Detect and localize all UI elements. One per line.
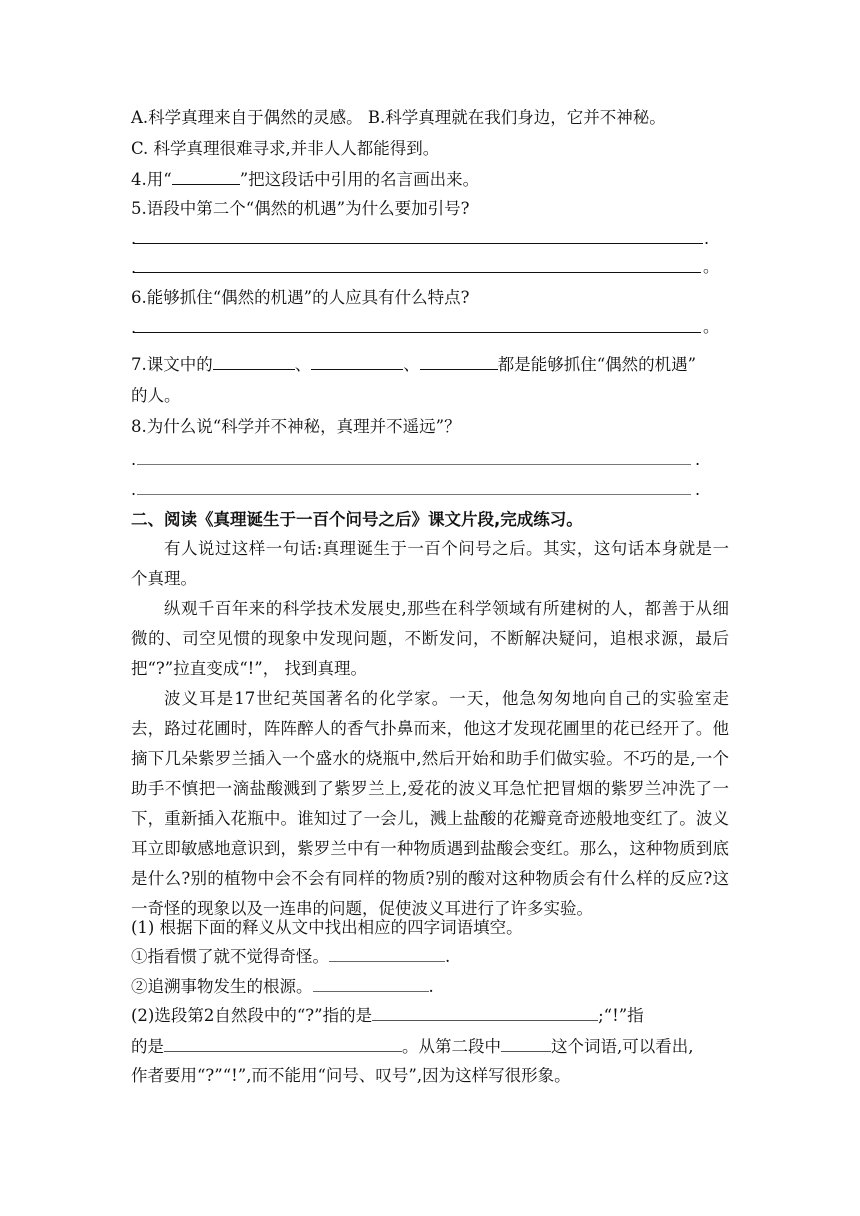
- q5-answer-line-2[interactable]: [131, 255, 721, 277]
- q4-blank[interactable]: [172, 168, 240, 185]
- q8-answer-line-2[interactable]: [131, 477, 706, 499]
- q4-suffix: ”把这段话中引用的名言画出来。: [239, 170, 480, 189]
- question-2-blank-1[interactable]: [372, 1006, 598, 1021]
- q7-prefix: 7.课文中的: [131, 355, 213, 374]
- question-1: (1) 根据下面的释义从文中找出相应的四字词语填空。: [131, 918, 523, 937]
- q7-blank-3[interactable]: [420, 353, 498, 370]
- line-dot: .: [131, 318, 137, 337]
- question-2-blank-3[interactable]: [501, 1037, 551, 1052]
- line-dot: .: [131, 229, 137, 248]
- question-1b: [131, 976, 434, 998]
- line-end-dot: .: [695, 480, 701, 499]
- question-2-line-3: 作者要用“?”“!”,而不能用“问号、叹号”,因为这样写很形象。: [131, 1066, 571, 1085]
- question-1b-blank[interactable]: [313, 977, 429, 992]
- q7-blank-1[interactable]: [213, 353, 295, 370]
- question-2-line-1: [131, 1005, 644, 1027]
- q5-answer-line-1[interactable]: [131, 226, 711, 248]
- q7-blank-2[interactable]: [311, 353, 403, 370]
- q8-question: 8.为什么说“科学并不神秘，真理并不遥远”？: [131, 417, 461, 436]
- question-1a-blank[interactable]: [329, 947, 445, 962]
- q7-sep-1: 、: [294, 355, 312, 374]
- q4-prefix: 4.用“: [131, 170, 172, 189]
- q7-question: [131, 353, 696, 376]
- line-end-dot: .: [704, 229, 710, 248]
- q6-question: 6.能够抓住“偶然的机遇”的人应具有什么特点?: [131, 288, 470, 307]
- passage-paragraph-1: 有人说过这样一句话:真理诞生于一百个问号之后。其实，这句话本身就是一个真理。: [131, 539, 729, 588]
- question-1b-text: ②追溯事物发生的根源。: [131, 977, 313, 996]
- reading-passage: [131, 534, 729, 924]
- line-dot: .: [131, 450, 137, 469]
- question-2-mid: ;“!”指: [598, 1006, 644, 1025]
- question-2-line-2-suffix: 这个词语,可以看出,: [551, 1037, 694, 1056]
- question-2-line-2: [131, 1036, 694, 1058]
- line-end-dot: .: [695, 450, 701, 469]
- line-end-period: 。: [703, 317, 720, 336]
- question-2-line-2-prefix: 的是: [131, 1037, 164, 1056]
- q7-line-2: 的人。: [131, 386, 181, 405]
- passage-paragraph-3: 波义耳是17世纪英国著名的化学家。一天，他急匆匆地向自己的实验室走去，路过花圃时，阵阵醉人的香气扑鼻而来，他这才发现花圃里的花已经开了。他摘下几朵紫罗兰插入一个盛水的烧瓶中,然后开始和助手们做实验。不巧的是,一个助手不慎把一滴盐酸溅到了紫罗兰上,爱花的波义耳急忙把冒烟的紫罗兰冲洗了一下，重新插入花瓶中。谁知过了一会儿，溅上盐酸的花瓣竟奇迹般地变红了。波义耳立即敏感地意识到，紫罗兰中有一种物质遇到盐酸会变红。那么，这种物质到底是什么?别的植物中会不会有同样的物质?别的酸对这种物质会有什么样的反应?这一奇怪的现象以及一连串的问题，促使波义耳进行了许多实验。: [131, 689, 729, 918]
- question-1a: [131, 946, 450, 968]
- q3-option-c: C. 科学真理很难寻求,并非人人都能得到。: [131, 139, 440, 158]
- line-end-period: 。: [703, 257, 720, 276]
- question-1a-dot: .: [445, 947, 451, 966]
- q5-question: 5.语段中第二个“偶然的机遇”为什么要加引号?: [131, 199, 470, 218]
- question-1b-dot: .: [428, 977, 434, 996]
- line-dot: .: [131, 258, 137, 277]
- section-2-heading: 二、阅读《真理诞生于一百个问号之后》课文片段,完成练习。: [131, 510, 583, 529]
- question-2-line-2-mid: 。从第二段中: [402, 1037, 501, 1056]
- q8-answer-line-1[interactable]: [131, 447, 706, 469]
- q7-suffix: 都是能够抓住“偶然的机遇”: [497, 355, 697, 374]
- q7-sep-2: 、: [403, 355, 420, 374]
- question-2-blank-2[interactable]: [164, 1037, 402, 1052]
- question-1a-text: ①指看惯了就不觉得奇怪。: [131, 947, 329, 966]
- q4-question: [131, 168, 479, 191]
- question-2-prefix: (2)选段第2自然段中的“?”指的是: [131, 1006, 373, 1025]
- q6-answer-line[interactable]: [131, 315, 721, 337]
- line-dot: .: [131, 480, 137, 499]
- passage-paragraph-2: 纵观千百年来的科学技术发展史,那些在科学领域有所建树的人，都善于从细微的、司空见惯的现象中发现问题，不断发问，不断解决疑问，追根求源，最后把“?”拉直变成“!”， 找到真理。: [131, 599, 729, 678]
- q3-options-ab: A.科学真理来自于偶然的灵感。 B.科学真理就在我们身边，它并不神秘。: [131, 108, 666, 127]
